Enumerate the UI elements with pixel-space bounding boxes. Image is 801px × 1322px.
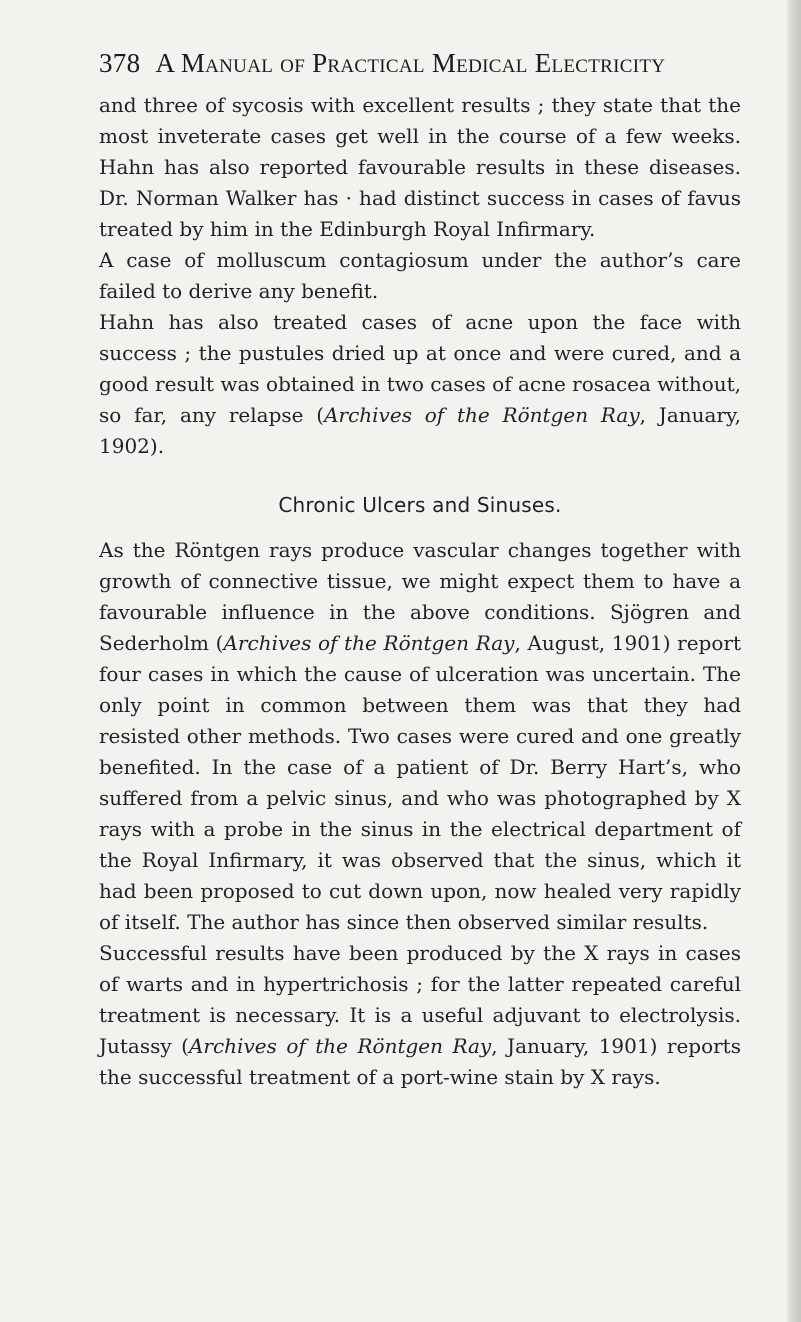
citation-title: Archives of the Röntgen Ray — [188, 1034, 492, 1058]
paragraph-text: Hahn has also treated cases of acne upon the face with success ; the pustules dried up at once and were cured, and a good result was obtained in two cases of acne rosacea without, so far, any relapse ( — [99, 310, 742, 427]
page-edge-shadow — [787, 0, 801, 1322]
running-title: A Manual of Practical Medical Electricity — [155, 48, 666, 78]
citation-title: Archives of the Röntgen Ray — [223, 631, 515, 655]
page-number: 378 — [99, 48, 141, 78]
paragraph — [99, 307, 741, 462]
top-paragraphs — [99, 90, 741, 462]
paragraph-text: , August, 1901) report four cases in which the cause of ulceration was uncertain. The only point in common between them was that they had resisted other methods. Two cases were cured and one greatly benefited. In the case of a patient of Dr. Berry Hart’s, who suffered from a pelvic sinus, and who was photographed by X rays with a probe in the sinus in the electrical department of the Royal Infirmary, it was observed that the sinus, which it had been proposed to cut down upon, now healed very rapidly of itself. The author has since then observed similar results. — [99, 631, 741, 934]
running-head — [99, 48, 739, 79]
body-text — [99, 90, 741, 1093]
paragraph — [99, 245, 741, 307]
paragraph-text: , January, 1901) reports the successful treatment of a port-wine stain by X rays. — [99, 1034, 741, 1089]
paragraph-text: and three of sycosis with excellent results ; they state that the most inveterate cases get well in the course of a few weeks. Hahn has also reported favourable results in these diseases. Dr. Norman Walker has · had distinct success in cases of favus treated by him in the Edinburgh Royal Infirmary. — [99, 93, 741, 241]
paragraph — [99, 938, 741, 1093]
paragraph-text: A case of molluscum contagiosum under the author’s care failed to derive any benefit. — [99, 248, 741, 303]
citation-title: Archives of the Röntgen Ray — [324, 403, 640, 427]
paragraph-text: , January, 1902). — [99, 403, 741, 458]
paragraph — [99, 535, 741, 938]
paragraph — [99, 90, 741, 245]
bottom-paragraphs — [99, 535, 741, 1093]
section-heading: Chronic Ulcers and Sinuses. — [278, 493, 562, 517]
paragraph-text: As the Röntgen rays produce vascular changes together with growth of connective tissue, we might expect them to have a favourable influence in the above conditions. Sjögren and Sederholm ( — [99, 538, 741, 655]
paragraph-text: Successful results have been produced by the X rays in cases of warts and in hypertrichosis ; for the latter repeated careful treatment is necessary. It is a useful adjuvant to electrolysis. Jutassy ( — [99, 941, 741, 1058]
